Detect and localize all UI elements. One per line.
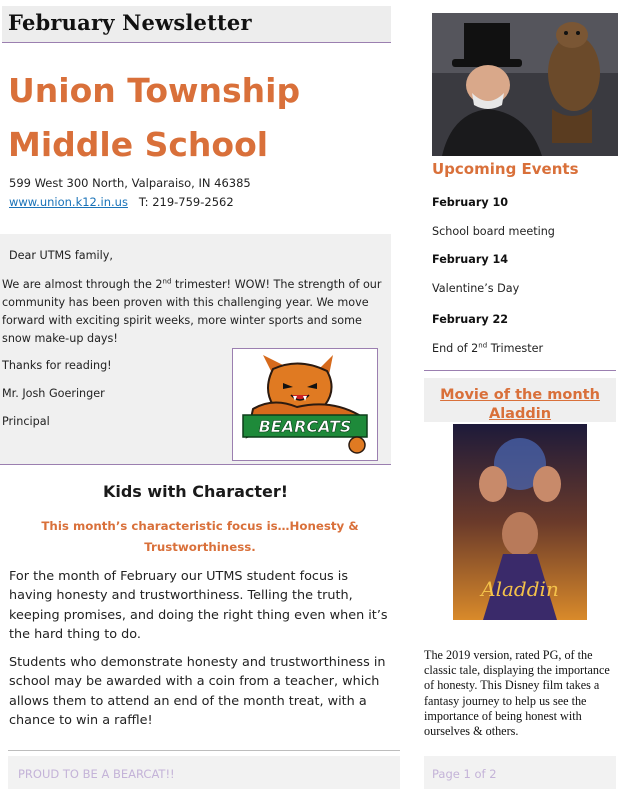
events-title: Upcoming Events [432,160,579,178]
movie-description: The 2019 version, rated PG, of the classic tale, displaying the importance of honesty. This Disney film takes a fantasy journey to help us see the importance of being honest with ourselves & others. [424,648,610,739]
logo-wordmark: BEARCATS [258,417,352,436]
footer-slogan: PROUD TO BE A BEARCAT!! [18,767,175,781]
character-paragraph-1: For the month of February our UTMS student focus is having honesty and trustworthiness. Telling the truth, keeping promises, and doing the right thing even when it’s the hard thing to do. [9,569,388,642]
movie-divider [424,370,616,371]
aladdin-poster-icon [453,424,587,620]
letter-thanks: Thanks for reading! [2,359,112,372]
movie-title-link[interactable]: Movie of the month Aladdin [440,387,600,422]
poster-title: Aladdin [481,577,559,601]
event-date: February 22 [432,313,509,326]
event-description: End of 2nd Trimester [432,341,544,355]
letter-signer-role: Principal [2,415,50,428]
character-section-title: Kids with Character! [102,482,289,501]
event-description: School board meeting [432,225,555,238]
letter-signer: Mr. Josh Goeringer [2,387,105,400]
character-paragraph-2: Students who demonstrate honesty and trustworthiness in school may be awarded with a coin from a teacher, which allows them to attend an end of the month treat, with a chance to win a raffle! [9,655,386,728]
letter-body: We are almost through the 2nd trimester! WOW! The strength of our community has been proven with this challenging year. We move forward with exciting spirit weeks, more winter sports and some snow make-up days! [2,277,382,345]
phone-number: T: 219-759-2562 [138,195,234,209]
school-name: Union Township Middle School [8,71,301,164]
page-number: Page 1 of 2 [432,767,497,781]
letter-greeting: Dear UTMS family, [9,249,113,262]
newsletter-title: February Newsletter [8,10,252,35]
footer-divider [8,750,400,751]
event-date: February 14 [432,253,509,266]
website-link[interactable]: www.union.k12.in.us [9,195,128,209]
event-description: Valentine’s Day [432,282,520,295]
school-address: 599 West 300 North, Valparaiso, IN 46385 [9,176,251,190]
character-focus: This month’s characteristic focus is…Honesty & Trustworthiness. [41,519,359,554]
bearcat-logo-icon [232,348,378,461]
groundhog-photo-icon [432,13,618,156]
contact-line [9,195,234,209]
event-date: February 10 [432,196,509,209]
